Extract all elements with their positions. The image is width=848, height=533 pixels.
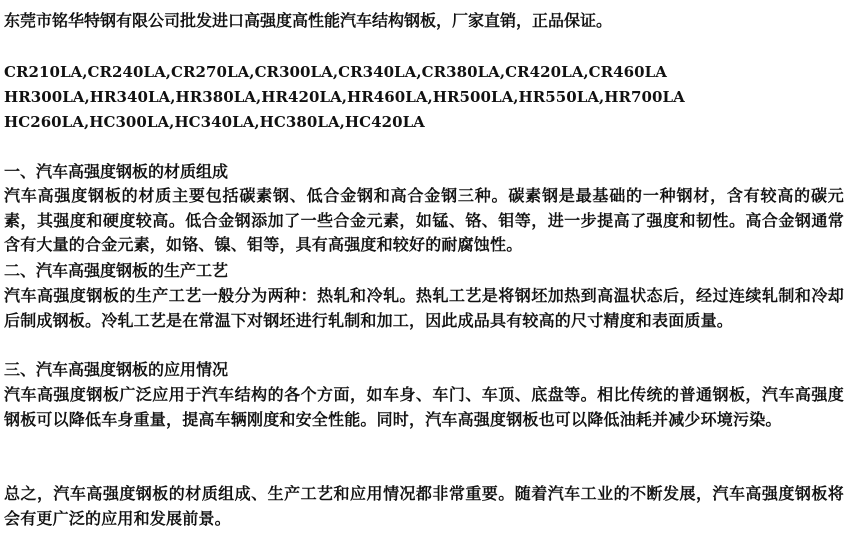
grade-list-hc: HC260LA,HC300LA,HC340LA,HC380LA,HC420LA (4, 113, 425, 131)
section-heading-material: 一、汽车高强度钢板的材质组成 (4, 162, 229, 181)
section-body-process: 汽车高强度钢板的生产工艺一般分为两种：热轧和冷轧。热轧工艺是将钢坯加热到高温状态后，经过连续轧制和冷却后制成钢板。冷轧工艺是在常温下对钢坯进行轧制和加工，因此成品具有较高的尺寸精度和表面质量。 (4, 286, 844, 330)
section-body-material: 汽车高强度钢板的材质主要包括碳素钢、低合金钢和高合金钢三种。碳素钢是最基础的一种钢材，含有较高的碳元素，其强度和硬度较高。低合金钢添加了一些合金元素，如锰、铬、钼等，进一步提高了强度和韧性。高合金钢通常含有大量的合金元素，如铬、镍、钼等，具有高强度和较好的耐腐蚀性。 (4, 186, 844, 254)
grade-list-hr: HR300LA,HR340LA,HR380LA,HR420LA,HR460LA,HR500LA,HR550LA,HR700LA (4, 88, 685, 106)
grade-list-cr: CR210LA,CR240LA,CR270LA,CR300LA,CR340LA,CR380LA,CR420LA,CR460LA (4, 63, 667, 81)
page-headline: 东莞市铭华特钢有限公司批发进口高强度高性能汽车结构钢板，厂家直销，正品保证。 (4, 11, 613, 30)
section-body-application: 汽车高强度钢板广泛应用于汽车结构的各个方面，如车身、车门、车顶、底盘等。相比传统的普通钢板，汽车高强度钢板可以降低车身重量，提高车辆刚度和安全性能。同时，汽车高强度钢板也可以降低油耗并减少环境污染。 (4, 385, 844, 429)
section-heading-application: 三、汽车高强度钢板的应用情况 (4, 360, 229, 379)
conclusion-paragraph: 总之，汽车高强度钢板的材质组成、生产工艺和应用情况都非常重要。随着汽车工业的不断发展，汽车高强度钢板将会有更广泛的应用和发展前景。 (4, 484, 844, 528)
section-heading-process: 二、汽车高强度钢板的生产工艺 (4, 261, 229, 280)
